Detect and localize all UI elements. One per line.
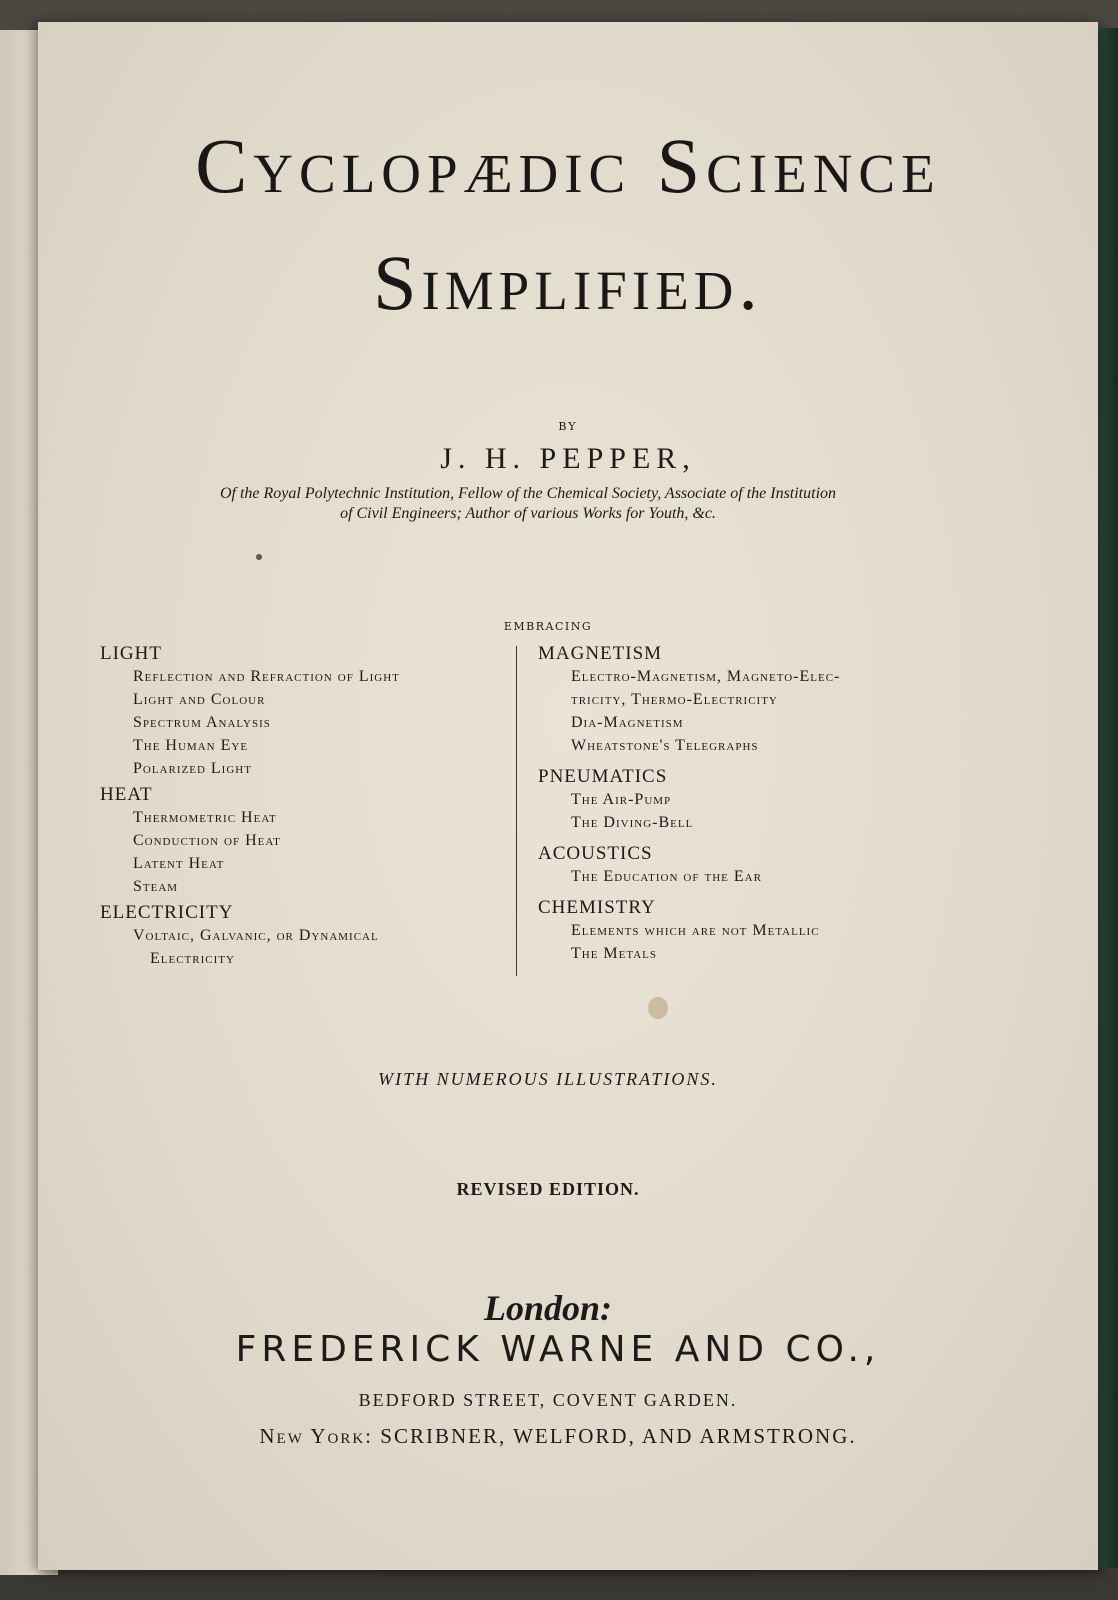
topic-item: Conduction of Heat (133, 832, 281, 849)
topic-item: Steam (133, 878, 179, 895)
imprint-city: London: (483, 1288, 613, 1328)
topic-item: The Diving-Bell (571, 814, 694, 831)
topic-item: The Human Eye (133, 737, 249, 754)
credentials-line: of Civil Engineers; Author of various Works for Youth, &c. (340, 505, 716, 522)
foxing-spot (256, 554, 262, 560)
topic-item: Spectrum Analysis (133, 714, 271, 731)
contents-right-column (538, 642, 958, 965)
topic-item: The Education of the Ear (571, 868, 762, 885)
subject-heading-acoustics: ACOUSTICS (538, 843, 653, 864)
subject-heading-heat: HEAT (100, 784, 153, 805)
book-title-line2: Simplified. (373, 239, 763, 326)
topic-item: Thermometric Heat (133, 809, 277, 826)
subject-heading-magnetism: MAGNETISM (538, 643, 663, 664)
illustrations-note: WITH NUMEROUS ILLUSTRATIONS. (378, 1069, 718, 1089)
title-page (38, 22, 1098, 1570)
by-label: BY (558, 420, 578, 433)
topic-item: The Air-Pump (571, 791, 672, 808)
credentials-line: Of the Royal Polytechnic Institution, Fellow of the Chemical Society, Associate of the Institution (219, 485, 837, 502)
author-credentials (98, 484, 958, 524)
us-city-label: New York: (259, 1424, 374, 1448)
topic-item: Polarized Light (133, 760, 252, 777)
subject-heading-chemistry: CHEMISTRY (538, 897, 656, 918)
subject-heading-electricity: ELECTRICITY (100, 902, 234, 923)
us-publisher-names: SCRIBNER, WELFORD, AND ARMSTRONG. (380, 1424, 857, 1448)
edition-label: REVISED EDITION. (456, 1179, 640, 1199)
topic-item: Reflection and Refraction of Light (133, 668, 400, 685)
subject-heading-pneumatics: PNEUMATICS (538, 766, 668, 787)
topic-item: tricity, Thermo-Electricity (571, 691, 778, 708)
publisher-name: FREDERICK WARNE AND CO., (235, 1329, 881, 1370)
publisher-address: BEDFORD STREET, COVENT GARDEN. (358, 1390, 738, 1410)
foxing-spot (648, 997, 668, 1019)
embracing-label: EMBRACING (503, 620, 593, 633)
book-title-line1: Cyclopædic Science (195, 122, 941, 209)
column-divider (516, 646, 517, 976)
us-publishers (38, 1424, 1078, 1449)
topic-item: Electricity (150, 950, 235, 967)
topic-item: Dia-Magnetism (571, 714, 684, 731)
topic-item: The Metals (571, 945, 658, 962)
topic-item: Light and Colour (133, 691, 266, 708)
topic-item: Electro-Magnetism, Magneto-Elec- (571, 668, 841, 685)
author-name: J. H. PEPPER, (440, 442, 696, 475)
topic-item: Wheatstone's Telegraphs (571, 737, 759, 754)
topic-item: Voltaic, Galvanic, or Dynamical (133, 927, 379, 944)
topic-item: Latent Heat (133, 855, 225, 872)
contents-left-column (100, 639, 520, 970)
subject-heading-light: LIGHT (100, 643, 162, 664)
topic-item: Elements which are not Metallic (571, 922, 820, 939)
